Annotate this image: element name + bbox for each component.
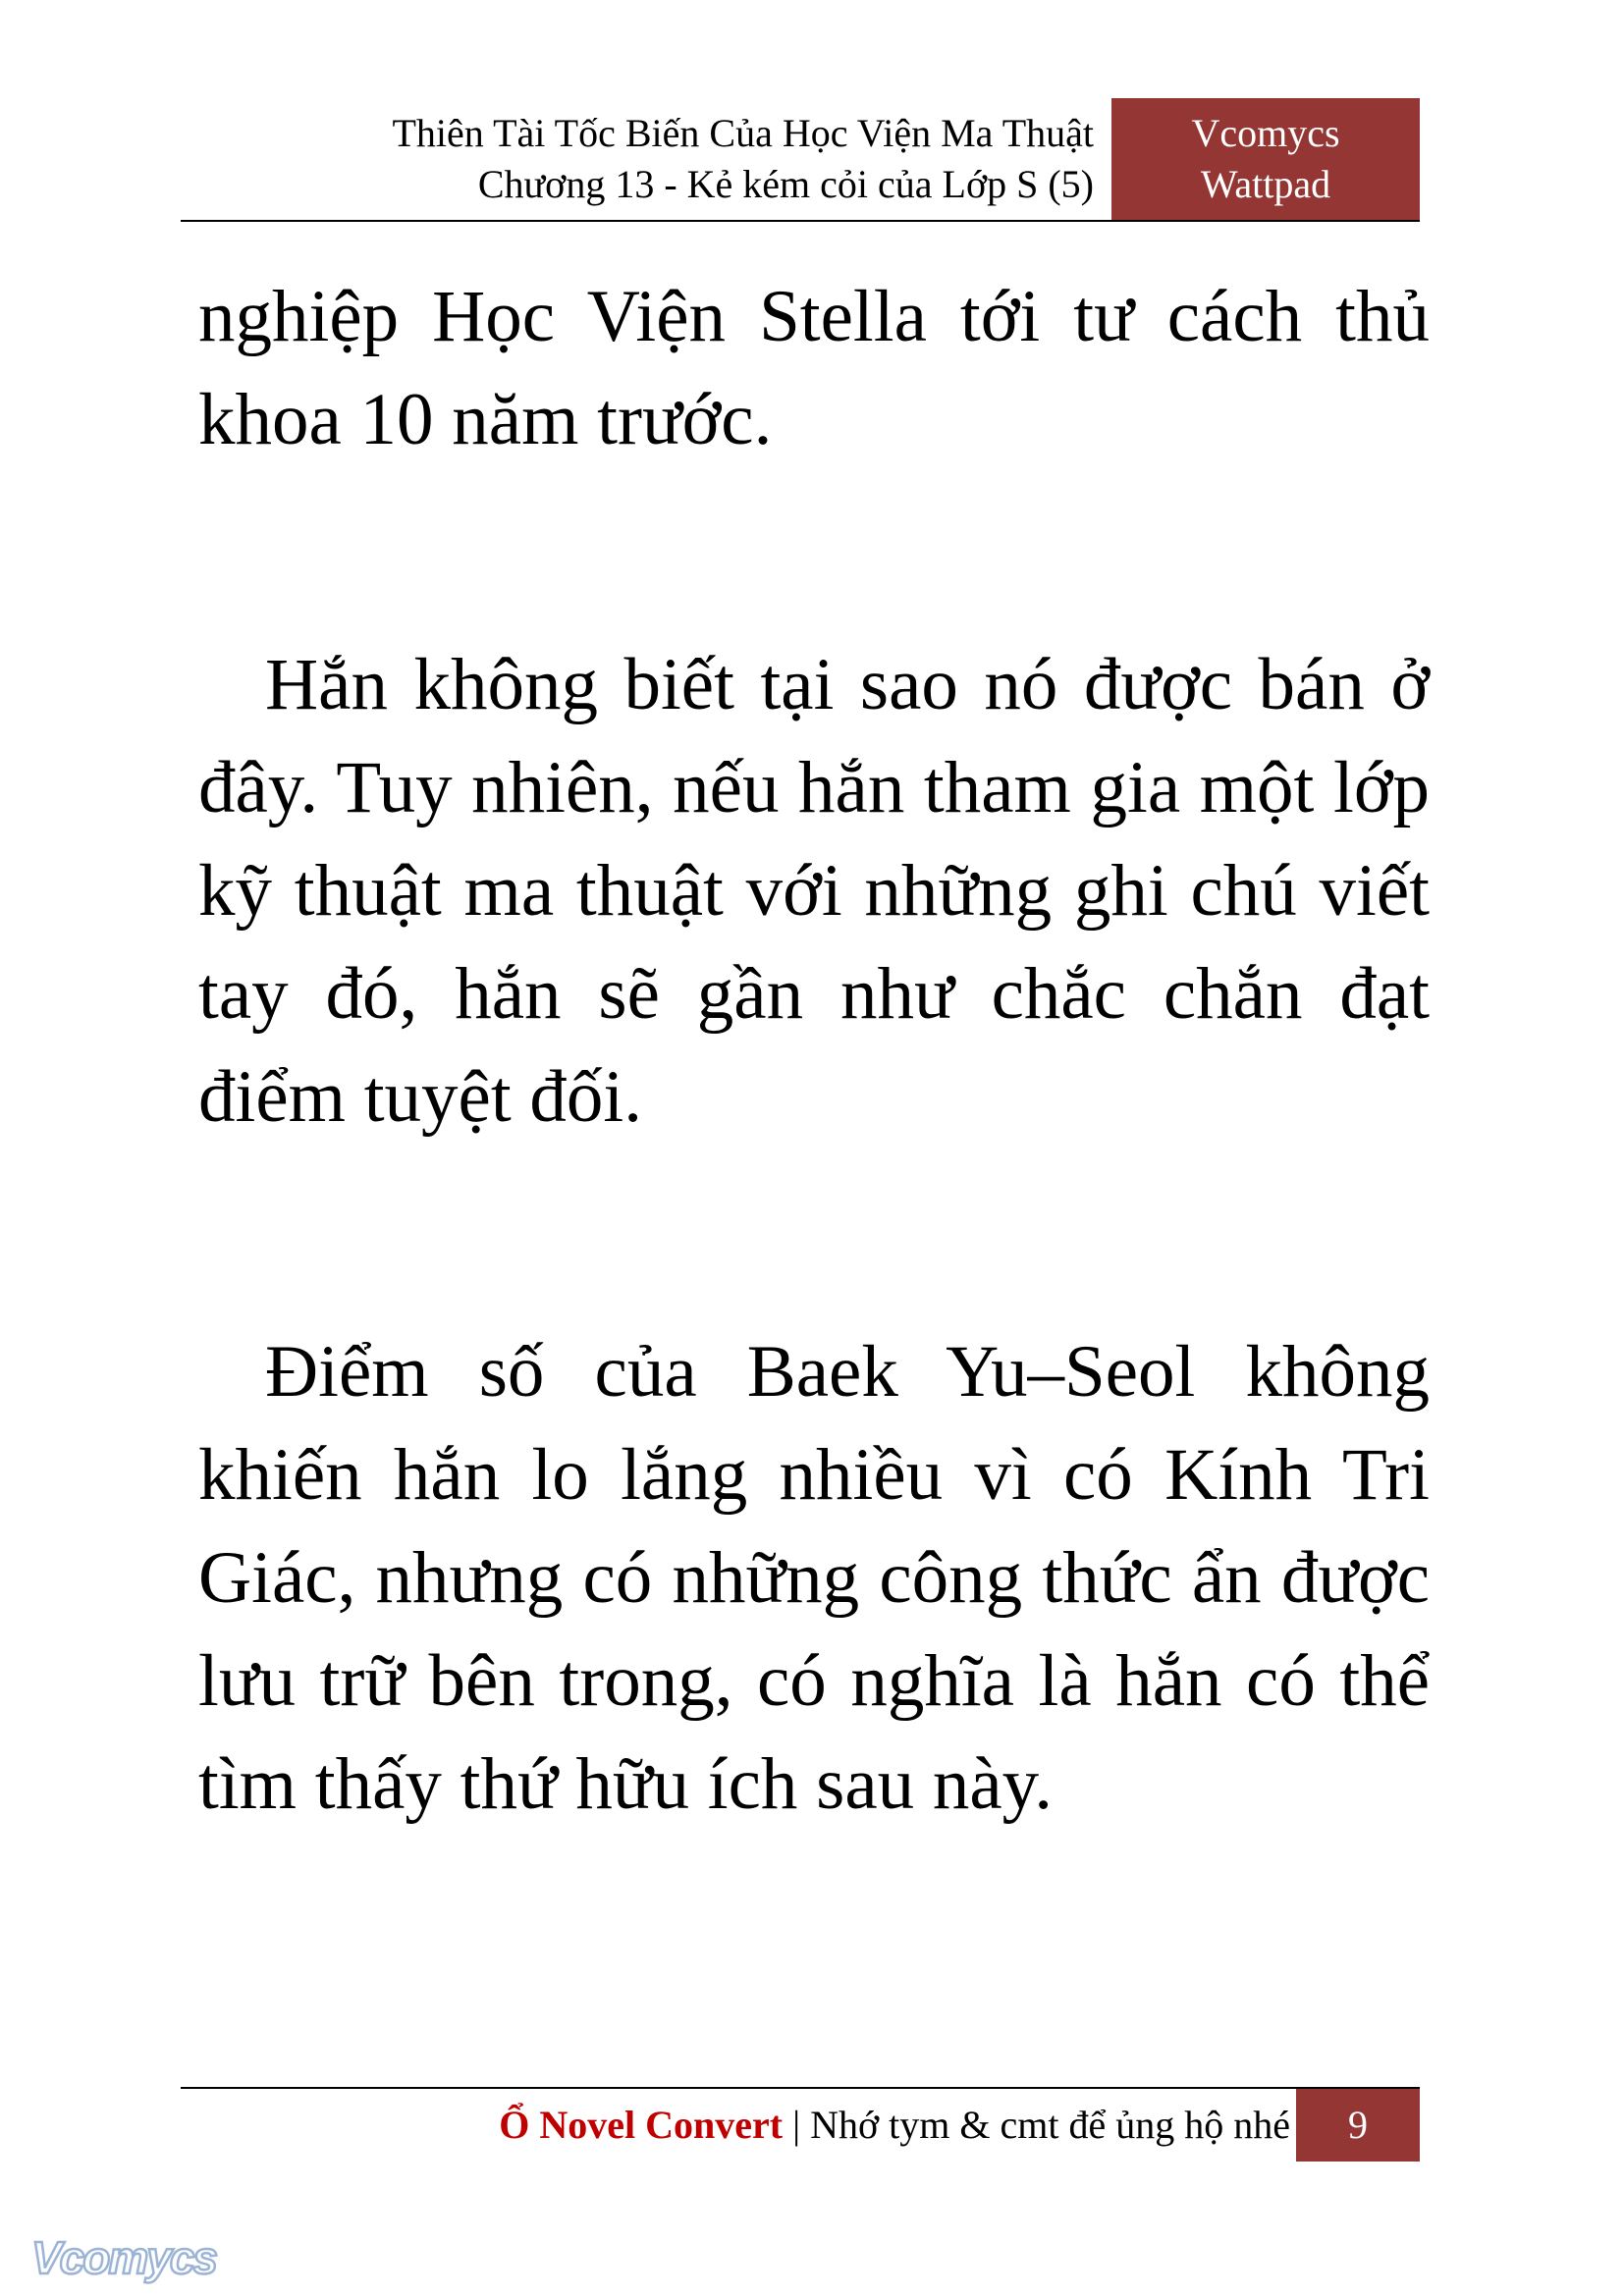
page-footer: [181, 2087, 1420, 2162]
page-header: [181, 98, 1420, 222]
source-badge: [1111, 98, 1420, 220]
chapter-title: Chương 13 - Kẻ kém cỏi của Lớp S (5): [477, 162, 1094, 206]
watermark-text: Vcomycs: [31, 2232, 217, 2283]
book-title: Thiên Tài Tốc Biến Của Học Viện Ma Thuật: [392, 111, 1094, 155]
footer-separator: |: [783, 2103, 811, 2147]
badge-line-wattpad: Wattpad: [1200, 162, 1331, 206]
paragraph-3: Điểm số của Baek Yu–Seol không khiến hắn lo lắng nhiều vì có Kính Tri Giác, nhưng có những công thức ẩn được lưu trữ bên trong, có nghĩa là hắn có thể tìm thấy thứ hữu ích sau này.: [198, 1331, 1430, 1825]
vcomycs-watermark-logo: [27, 2230, 253, 2285]
footer-text: [499, 2099, 1290, 2152]
page-body: [198, 265, 1430, 1836]
footer-message: Nhớ tym & cmt để ủng hộ nhé: [810, 2103, 1290, 2147]
paragraph-1: nghiệp Học Viện Stella tới tư cách thủ khoa 10 năm trước.: [198, 276, 1430, 460]
badge-line-vcomycs: Vcomycs: [1191, 111, 1340, 155]
footer-brand: Ổ Novel Convert: [499, 2103, 784, 2147]
page-number: 9: [1296, 2089, 1420, 2162]
header-titles: [393, 108, 1095, 210]
paragraph-2: Hắn không biết tại sao nó được bán ở đây. Tuy nhiên, nếu hắn tham gia một lớp kỹ thuật ma thuật với những ghi chú viết tay đó, hắn sẽ gần như chắc chắn đạt điểm tuyệt đối.: [198, 644, 1430, 1138]
